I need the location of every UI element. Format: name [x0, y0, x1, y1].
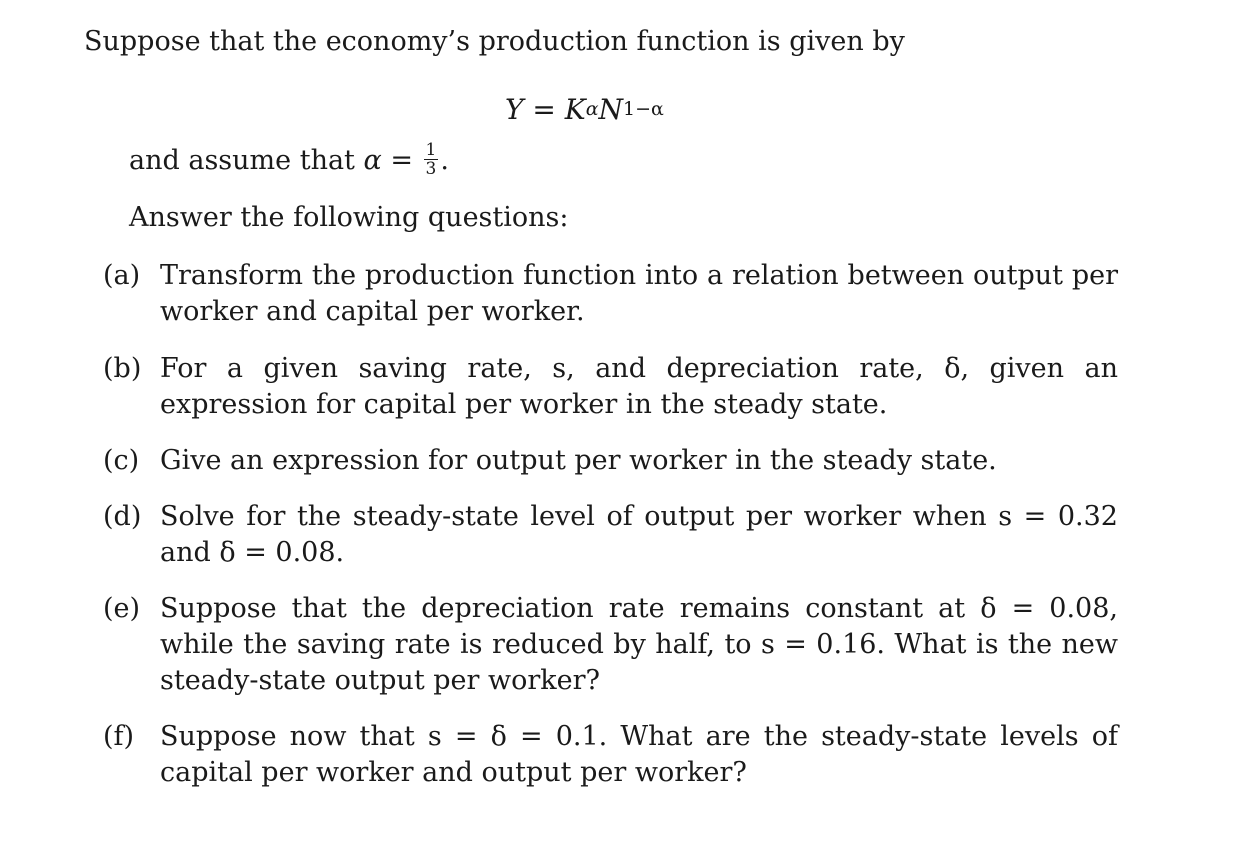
- production-function-equation: [505, 92, 664, 128]
- assumption-line: [129, 140, 449, 180]
- eq-output-symbol: Y: [505, 93, 524, 126]
- question-text: For a given saving rate, s, and depreciation rate, δ, given an expression for capital per worker in the steady state.: [160, 353, 1118, 420]
- question-text: Give an expression for output per worker in the steady state.: [160, 445, 997, 476]
- assumption-equals: =: [390, 145, 413, 176]
- intro-text: Suppose that the economy’s production function is given by: [84, 26, 905, 57]
- question-text: Suppose that the depreciation rate remains constant at δ = 0.08, while the saving rate is reduced by half, to s = 0.16. What is the new steady-state output per worker?: [160, 593, 1118, 696]
- eq-equals-sign: =: [532, 93, 556, 126]
- question-text: Solve for the steady-state level of output per worker when s = 0.32 and δ = 0.08.: [160, 501, 1118, 568]
- alpha-fraction: [424, 141, 439, 178]
- eq-labor-exponent: 1−α: [623, 98, 664, 120]
- answer-instructions: Answer the following questions:: [129, 202, 569, 233]
- assumption-prefix: and assume that: [129, 145, 355, 176]
- fraction-numerator: 1: [425, 140, 437, 160]
- eq-capital-symbol: K: [564, 93, 586, 126]
- alpha-symbol: α: [363, 145, 382, 176]
- question-label: (e): [103, 593, 141, 624]
- assumption-period: .: [440, 145, 449, 176]
- question-text: Suppose now that s = δ = 0.1. What are the steady-state levels of capital per worker and output per worker?: [160, 721, 1118, 788]
- question-label: (f): [103, 721, 135, 752]
- question-c: [103, 443, 1118, 479]
- eq-labor-symbol: N: [598, 93, 624, 126]
- question-label: (d): [103, 501, 142, 532]
- question-b: [103, 351, 1118, 423]
- question-d: [103, 499, 1118, 571]
- question-text: Transform the production function into a relation between output per worker and capital per worker.: [160, 260, 1118, 327]
- eq-capital-exponent: α: [585, 98, 599, 120]
- question-e: [103, 591, 1118, 699]
- question-a: [103, 258, 1118, 330]
- question-label: (b): [103, 353, 142, 384]
- question-label: (c): [103, 445, 140, 476]
- fraction-denominator: 3: [425, 159, 437, 179]
- question-f: [103, 719, 1118, 791]
- question-label: (a): [103, 260, 141, 291]
